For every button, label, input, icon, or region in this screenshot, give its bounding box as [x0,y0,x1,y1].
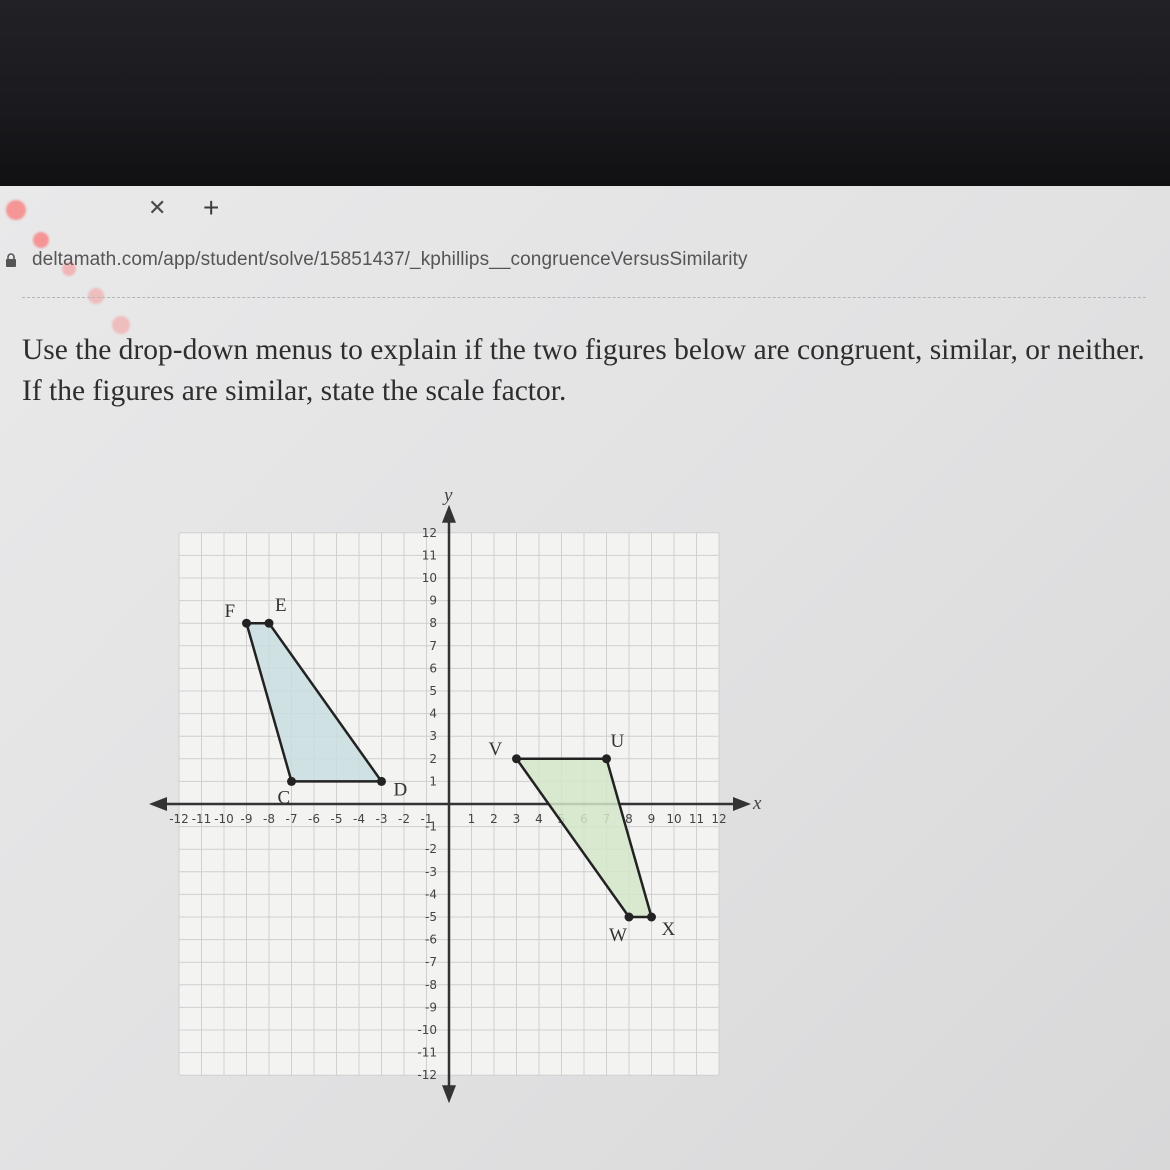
x-tick-label: -1 [420,812,433,826]
x-tick-label: 1 [467,812,476,826]
x-tick-label: -11 [191,812,212,826]
y-tick-label: 7 [429,638,437,653]
x-tick-label: 4 [535,812,543,826]
vertex-label-V: V [488,738,503,760]
tab-close-icon[interactable]: ✕ [148,195,167,220]
vertex-label-X: X [661,919,676,940]
y-tick-label: -6 [425,932,437,947]
x-tick-label: -7 [285,812,298,826]
y-tick-label: 11 [421,548,437,563]
vertex-point-X [647,913,656,922]
y-tick-label: 2 [429,751,437,766]
x-tick-label: 12 [711,812,727,826]
vertex-point-D [377,777,386,786]
x-axis-label: x [753,793,762,814]
x-tick-label: -4 [353,812,365,826]
x-axis-arrow-right [733,797,751,811]
new-tab-icon[interactable]: + [203,192,220,223]
vertex-point-U [602,754,611,763]
y-tick-label: -5 [425,910,437,924]
vertex-point-C [287,777,296,786]
y-tick-label: 9 [429,593,437,608]
x-tick-label: -9 [240,812,253,826]
y-tick-label: -2 [425,842,437,857]
x-tick-label: -5 [330,812,343,826]
y-tick-label: 5 [429,684,437,698]
y-axis-arrow-down [442,1085,456,1103]
vertex-label-E: E [275,595,287,617]
vertex-label-U: U [610,730,625,752]
x-tick-label: 10 [666,812,682,826]
x-tick-label: -12 [169,812,189,826]
y-tick-label: 3 [429,729,437,744]
y-tick-label: -10 [417,1023,437,1037]
y-tick-label: 8 [429,616,437,631]
y-axis-label: y [444,484,453,506]
y-tick-label: 1 [429,774,437,789]
x-tick-label: -3 [375,812,388,826]
vertex-label-W: W [609,925,627,946]
x-tick-label: -10 [214,812,234,826]
y-tick-label: 10 [421,571,437,585]
vertex-point-E [265,619,274,628]
y-axis-arrow-up [442,505,456,523]
y-tick-label: -8 [425,977,437,992]
y-tick-label: -1 [425,819,437,834]
vertex-label-D: D [393,779,408,801]
x-tick-label: -8 [263,812,275,826]
x-tick-label: 8 [625,812,633,826]
y-tick-label: -11 [417,1045,437,1060]
x-tick-label: 2 [490,812,498,826]
y-tick-label: -7 [425,955,437,970]
x-tick-label: 3 [512,812,521,826]
y-tick-label: 6 [429,661,437,676]
url-text: deltamath.com/app/student/solve/15851437/_kphillips__congruenceVersusSimilarity [32,249,748,270]
vertex-point-F [242,619,251,628]
y-tick-label: 12 [421,525,437,540]
vertex-point-V [512,754,521,763]
y-tick-label: -9 [425,1000,437,1015]
x-tick-label: 11 [688,812,705,826]
question-text: Use the drop-down menus to explain if the two figures below are congruent, similar, or neither. If the figures are similar, state the scale factor. [22,334,1145,407]
vertex-label-F: F [224,601,236,623]
x-axis-arrow-left [149,797,167,811]
y-tick-label: 4 [429,706,437,721]
x-tick-label: 9 [647,812,656,826]
y-tick-label: -12 [417,1068,437,1083]
vertex-label-C: C [277,787,291,809]
x-tick-label: -6 [308,812,320,826]
x-tick-label: -2 [398,812,410,826]
vertex-point-W [625,913,634,922]
y-tick-label: -3 [425,864,437,879]
y-tick-label: -4 [425,887,437,902]
